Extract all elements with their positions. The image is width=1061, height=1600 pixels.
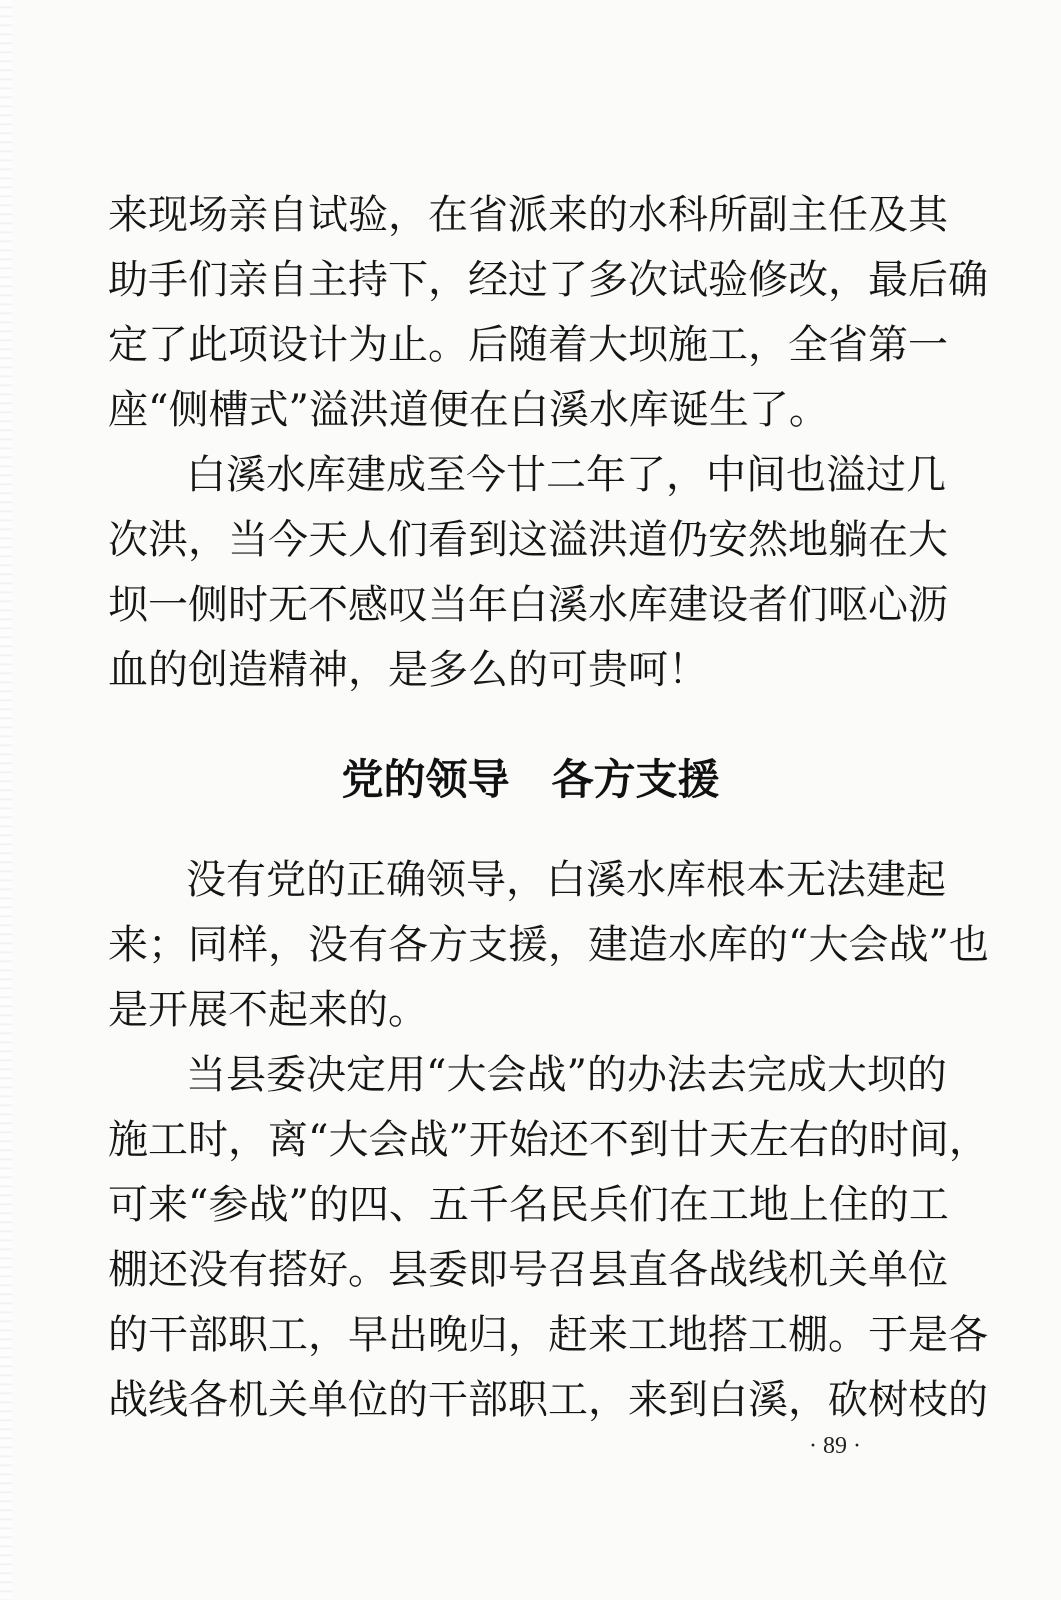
paragraph-2-line-3: 坝一侧时无不感叹当年白溪水库建设者们呕心沥 bbox=[108, 582, 948, 628]
paragraph-4-line-6: 战线各机关单位的干部职工，来到白溪，砍树枝的 bbox=[108, 1377, 988, 1423]
paragraph-2-line-1: 白溪水库建成至今廿二年了，中间也溢过几 bbox=[186, 452, 946, 498]
paragraph-4-line-5: 的干部职工，早出晚归，赶来工地搭工棚。于是各 bbox=[108, 1312, 988, 1358]
section-heading: 党的领导 各方支援 bbox=[341, 755, 720, 804]
paragraph-4-line-3: 可来“参战”的四、五千名民兵们在工地上住的工 bbox=[108, 1182, 949, 1228]
paragraph-1-line-2: 助手们亲自主持下，经过了多次试验修改，最后确 bbox=[108, 257, 988, 303]
paragraph-1-line-1: 来现场亲自试验，在省派来的水科所副主任及其 bbox=[108, 192, 948, 238]
paragraph-3-line-1: 没有党的正确领导，白溪水库根本无法建起 bbox=[186, 857, 946, 903]
paragraph-2-line-2: 次洪，当今天人们看到这溢洪道仍安然地躺在大 bbox=[108, 517, 948, 563]
paragraph-3-line-2: 来；同样，没有各方支援，建造水库的“大会战”也 bbox=[108, 922, 989, 968]
page-number: · 89 · bbox=[809, 1433, 861, 1459]
paragraph-4-line-1: 当县委决定用“大会战”的办法去完成大坝的 bbox=[186, 1052, 947, 1098]
paragraph-1-line-3: 定了此项设计为止。后随着大坝施工，全省第一 bbox=[108, 322, 948, 368]
paragraph-2-line-4: 血的创造精神，是多么的可贵呵！ bbox=[108, 647, 708, 693]
paragraph-4-line-2: 施工时，离“大会战”开始还不到廿天左右的时间， bbox=[108, 1117, 989, 1163]
paragraph-4-line-4: 棚还没有搭好。县委即号召县直各战线机关单位 bbox=[108, 1247, 948, 1293]
paragraph-3-line-3: 是开展不起来的。 bbox=[108, 987, 428, 1033]
paragraph-1-line-4: 座“侧槽式”溢洪道便在白溪水库诞生了。 bbox=[108, 387, 829, 433]
